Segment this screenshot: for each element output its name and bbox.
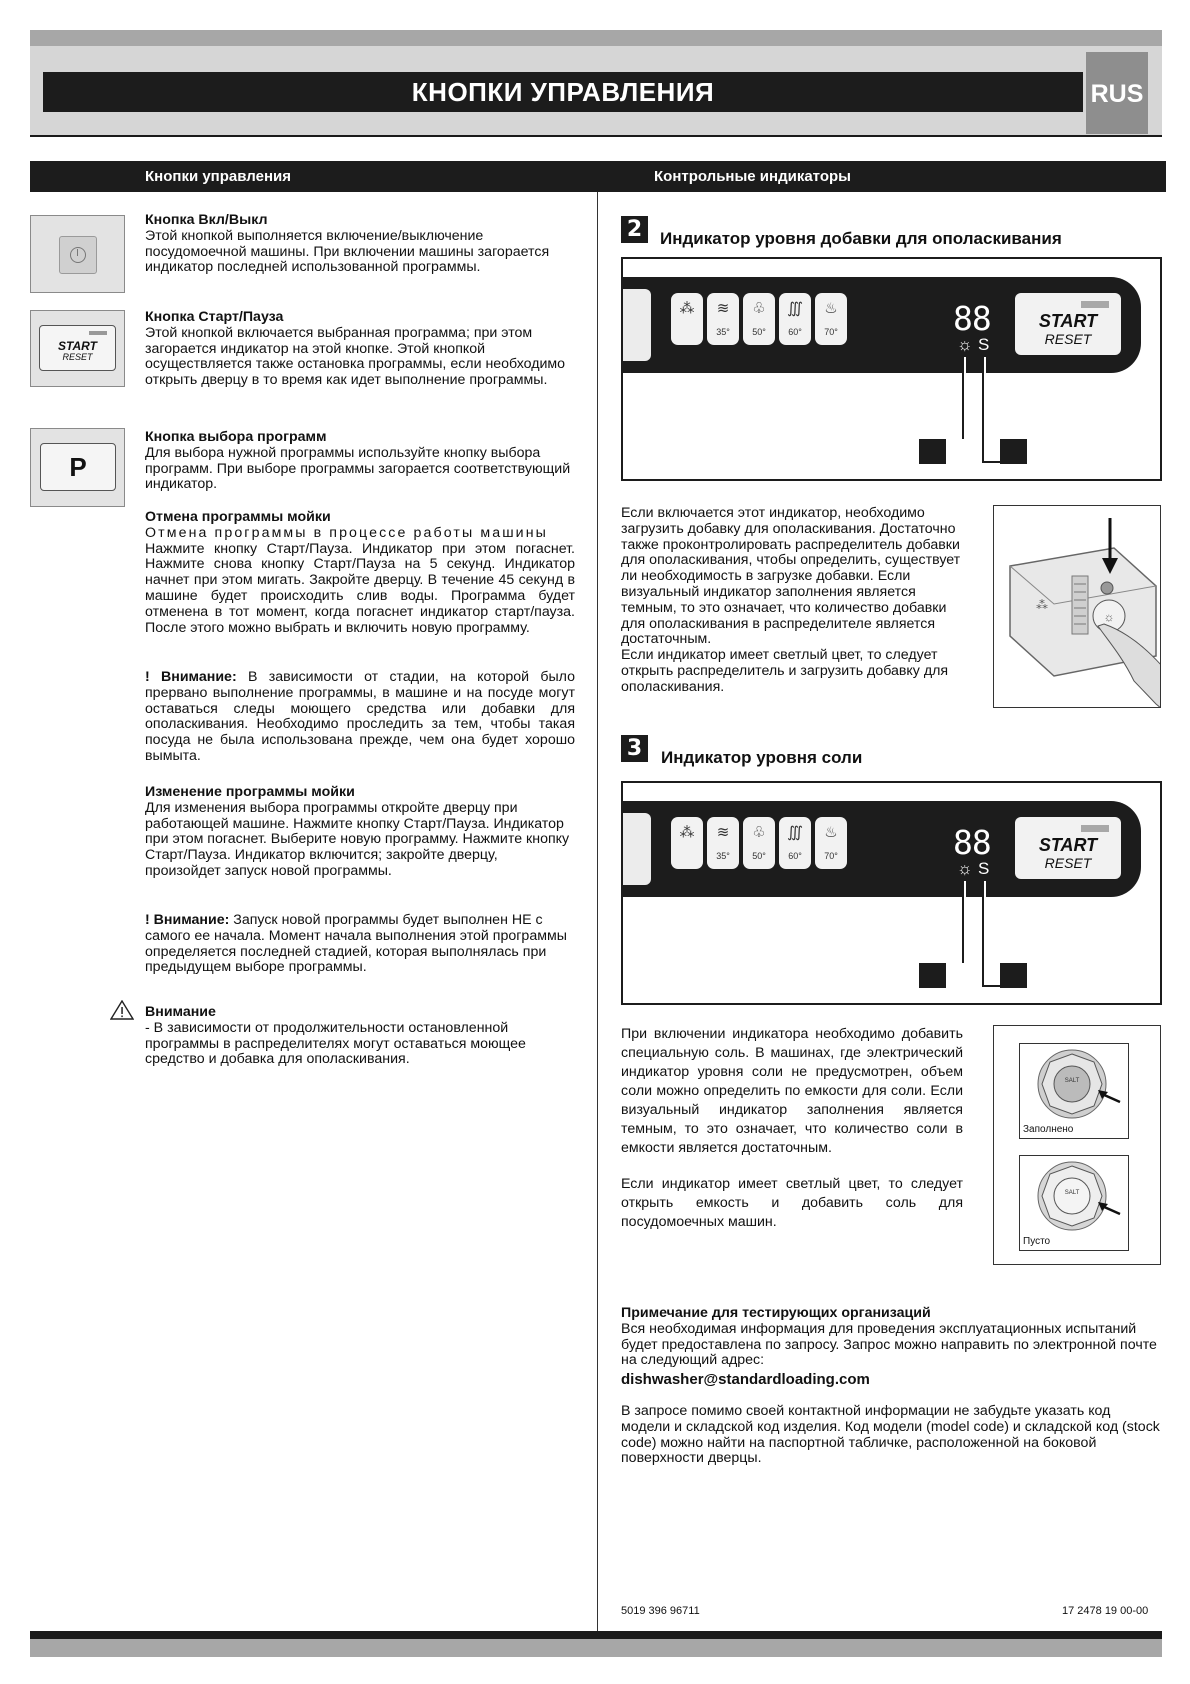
cancel-program-title: Отмена программы мойки xyxy=(145,509,331,525)
callout-marker-salt xyxy=(1000,439,1027,464)
prewash-button xyxy=(671,293,703,345)
cancel-program-body: Нажмите кнопку Старт/Пауза. Индикатор при этом погаснет. Нажмите снова кнопку Старт/Пауза на 5 секунд. Индикатор начнет при этом мигать. Закройте дверцу. В течение 45 секунд в машине будет происходить слив воды. Программа будет отменена в тот момент, когда погаснет индикатор старт/пауза. После этого можно выбрать и включить новую программу. xyxy=(145,540,575,636)
power-button-illustration xyxy=(30,215,125,293)
power-button-title: Кнопка Вкл/Выкл xyxy=(145,212,268,228)
warning-2-body: Запуск новой программы будет выполнен НЕ с самого ее начала. Момент начала выполнения этой программы определяется последней стадией, которая выполнялась при предыдущем выборе программы. xyxy=(145,912,567,976)
testing-note-body: Вся необходимая информация для проведения эксплуатационных испытаний будет предоставлена по запросу. Запрос можно направить по электронной почте на следующий адрес: xyxy=(621,1320,1157,1369)
callout-marker-rinse xyxy=(919,439,946,464)
program-button-title: Кнопка выбора программ xyxy=(145,429,327,445)
start-led xyxy=(1081,825,1109,832)
rinse-indicator-text xyxy=(621,506,966,696)
warning-1-body: В зависимости от стадии, на которой было прервано выполнение программы, в машине и на посуде могут оставаться следы моющего средства или добавки для ополаскивания. Необходимо проследить за тем, чтобы такая посуда не была использована прежде, чем она будет хорошо вымыта. xyxy=(145,669,575,764)
start-led xyxy=(1081,301,1109,308)
rinse-aid-symbol: ☼ xyxy=(957,335,973,354)
salt-cap-label: SALT xyxy=(1064,1078,1080,1084)
start-label: START xyxy=(58,339,97,353)
caution-body: - В зависимости от продолжительности остановленной программы в распределителях могут оставаться моющее средство и добавка для ополаскивания. xyxy=(145,1019,526,1068)
salt-indicator-body2: Если индикатор имеет светлый цвет, то следует открыть емкость и добавить соль для посудомоечных машин. xyxy=(621,1176,963,1230)
section-number-3: 3 xyxy=(621,735,648,762)
power-button-text xyxy=(145,213,575,276)
footer-code-left: 5019 396 96711 xyxy=(621,1605,700,1617)
salt-indicator-images xyxy=(993,1025,1161,1265)
footer-code-right: 17 2478 19 00-00 xyxy=(1062,1605,1149,1617)
rinse-dispenser-illustration xyxy=(994,506,1161,708)
reset-label: RESET xyxy=(62,352,93,362)
quick-35-button: ≋ 35° xyxy=(707,817,739,869)
salt-indicator-text xyxy=(621,1025,963,1232)
salt-full-image xyxy=(1019,1043,1129,1139)
salt-cap-label: SALT xyxy=(1064,1190,1080,1196)
svg-text:⁂: ⁂ xyxy=(1036,598,1048,612)
start-button-body: Этой кнопкой включается выбранная программа; при этом загорается индикатор на этой кнопке. Этой кнопкой осуществляется также остановка программы, если необходимо открыть дверцу в то время как идет выполнение программы. xyxy=(145,324,566,389)
salt-symbol: S xyxy=(978,859,990,878)
change-program-body: Для изменения выбора программы откройте дверцу при работающей машине. Нажмите кнопку Старт/Пауза. Индикатор при этом погаснет. Выберите новую программу. Нажмите кнопку Старт/Пауза. Индикатор включится; закройте дверцу, произойдет запуск новой программы. xyxy=(145,799,570,879)
quick-icon: ≋ xyxy=(716,824,730,841)
prewash-icon: ⁂ xyxy=(679,824,695,841)
normal-60-button: ∭ 60° xyxy=(779,293,811,345)
start-button-title: Кнопка Старт/Пауза xyxy=(145,309,284,325)
change-program-title: Изменение программы мойки xyxy=(145,784,355,800)
testing-note xyxy=(621,1306,1161,1467)
salt-symbol: S xyxy=(978,335,990,354)
warning-2-text xyxy=(145,913,575,976)
quick-icon: ≋ xyxy=(716,300,730,317)
normal-icon: ∭ xyxy=(787,824,803,841)
cancel-program-line1: Отмена программы в процессе работы машины xyxy=(145,524,548,541)
rinse-aid-symbol: ☼ xyxy=(957,859,973,878)
section-bar xyxy=(30,161,1166,192)
intensive-70-button: ♨ 70° xyxy=(815,817,847,869)
eco-icon: ♧ xyxy=(752,824,766,841)
salt-indicator-body: При включении индикатора необходимо добавить специальную соль. В машинах, где электрический индикатор уровня соли не предусмотрен, объем соли можно определить по емкости для соли. Если визуальный индикатор заполнения является темным, то это означает, что количество соли в емкости является достаточным. xyxy=(621,1026,963,1156)
section-number-2: 2 xyxy=(621,216,648,243)
callout-marker-rinse xyxy=(919,963,946,988)
contact-email: dishwasher@standardloading.com xyxy=(621,1371,870,1389)
warning-1-label: ! Внимание: xyxy=(145,669,237,685)
start-reset-button: START RESET xyxy=(1015,293,1121,355)
salt-empty-image xyxy=(1019,1155,1129,1251)
control-panel-diagram-salt xyxy=(621,781,1162,1005)
header-rule xyxy=(30,135,1162,137)
eco-50-button: ♧ 50° xyxy=(743,817,775,869)
caution-title: Внимание xyxy=(145,1004,216,1020)
eco-50-button: ♧ 50° xyxy=(743,293,775,345)
page-title: КНОПКИ УПРАВЛЕНИЯ xyxy=(43,72,1083,112)
program-button-body: Для выбора нужной программы используйте кнопку выбора программ. При выборе программы загорается соответствующий индикатор. xyxy=(145,444,571,493)
power-icon xyxy=(59,236,97,274)
intensive-icon: ♨ xyxy=(824,300,838,317)
rinse-indicator-title: Индикатор уровня добавки для ополаскивания xyxy=(660,229,1062,248)
warning-2-label: ! Внимание: xyxy=(145,912,230,928)
callout-marker-salt xyxy=(1000,963,1027,988)
bottom-gray-bar xyxy=(30,1639,1162,1657)
prewash-icon: ⁂ xyxy=(679,300,695,317)
section-title-left: Кнопки управления xyxy=(145,168,291,185)
start-button-illustration xyxy=(30,310,125,387)
testing-note-title: Примечание для тестирующих организаций xyxy=(621,1305,931,1321)
power-button-body: Этой кнопкой выполняется включение/выключение посудомоечной машины. При включении машины загорается индикатор последней использованной программы. xyxy=(145,227,550,276)
leader-line-salt xyxy=(982,373,984,463)
language-badge: RUS xyxy=(1086,52,1148,134)
section-title-right: Контрольные индикаторы xyxy=(654,168,851,185)
panel-stub xyxy=(623,289,651,361)
panel-stub xyxy=(623,813,651,885)
control-panel-diagram-rinse xyxy=(621,257,1162,481)
prewash-button xyxy=(671,817,703,869)
leader-line-rinse xyxy=(962,897,964,963)
intensive-icon: ♨ xyxy=(824,824,838,841)
top-gray-bar xyxy=(30,30,1162,46)
salt-indicator-title: Индикатор уровня соли xyxy=(661,748,863,767)
cancel-program-text xyxy=(145,510,575,636)
svg-text:☼: ☼ xyxy=(1103,610,1115,624)
warning-1-text xyxy=(145,670,575,765)
leader-line-rinse xyxy=(962,373,964,439)
program-button-illustration xyxy=(30,428,125,507)
warning-triangle-icon xyxy=(110,1000,134,1020)
salt-empty-label: Пусто xyxy=(1023,1236,1051,1247)
start-button-text xyxy=(145,310,575,389)
eco-icon: ♧ xyxy=(752,300,766,317)
normal-60-button: ∭ 60° xyxy=(779,817,811,869)
digit-display: 88 xyxy=(953,299,991,338)
normal-icon: ∭ xyxy=(787,300,803,317)
control-panel xyxy=(623,801,1141,897)
program-button-text xyxy=(145,430,575,493)
quick-35-button: ≋ 35° xyxy=(707,293,739,345)
column-divider xyxy=(597,192,598,1632)
salt-full-label: Заполнено xyxy=(1023,1124,1074,1135)
program-button-label: P xyxy=(40,443,116,491)
start-reset-button: START RESET xyxy=(1015,817,1121,879)
leader-line-salt xyxy=(982,897,984,987)
rinse-dispenser-image xyxy=(993,505,1161,708)
intensive-70-button: ♨ 70° xyxy=(815,293,847,345)
digit-display: 88 xyxy=(953,823,991,862)
rinse-indicator-body: Если включается этот индикатор, необходимо загрузить добавку для ополаскивания. Достаточно также проконтролировать распределитель добавки для ополаскивания, чтобы определить, существует ли необходимость в загрузке добавки. Если визуальный индикатор заполнения является темным, то это означает, что количество добавки для ополаскивания в распределителе является достаточным. xyxy=(621,505,961,648)
bottom-rule xyxy=(30,1631,1162,1639)
rinse-indicator-body2: Если индикатор имеет светлый цвет, то следует открыть распределитель и загрузить добавку для ополаскивания. xyxy=(621,647,949,695)
caution-text xyxy=(145,1005,575,1068)
testing-note-body2: В запросе помимо своей контактной информации не забудьте указать код модели и складской код изделия. Код модели (model code) и складской код (stock code) можно найти на паспортной табличке, расположенной на боковой поверхности дверцы. xyxy=(621,1402,1160,1467)
control-panel xyxy=(623,277,1141,373)
change-program-text xyxy=(145,785,575,880)
